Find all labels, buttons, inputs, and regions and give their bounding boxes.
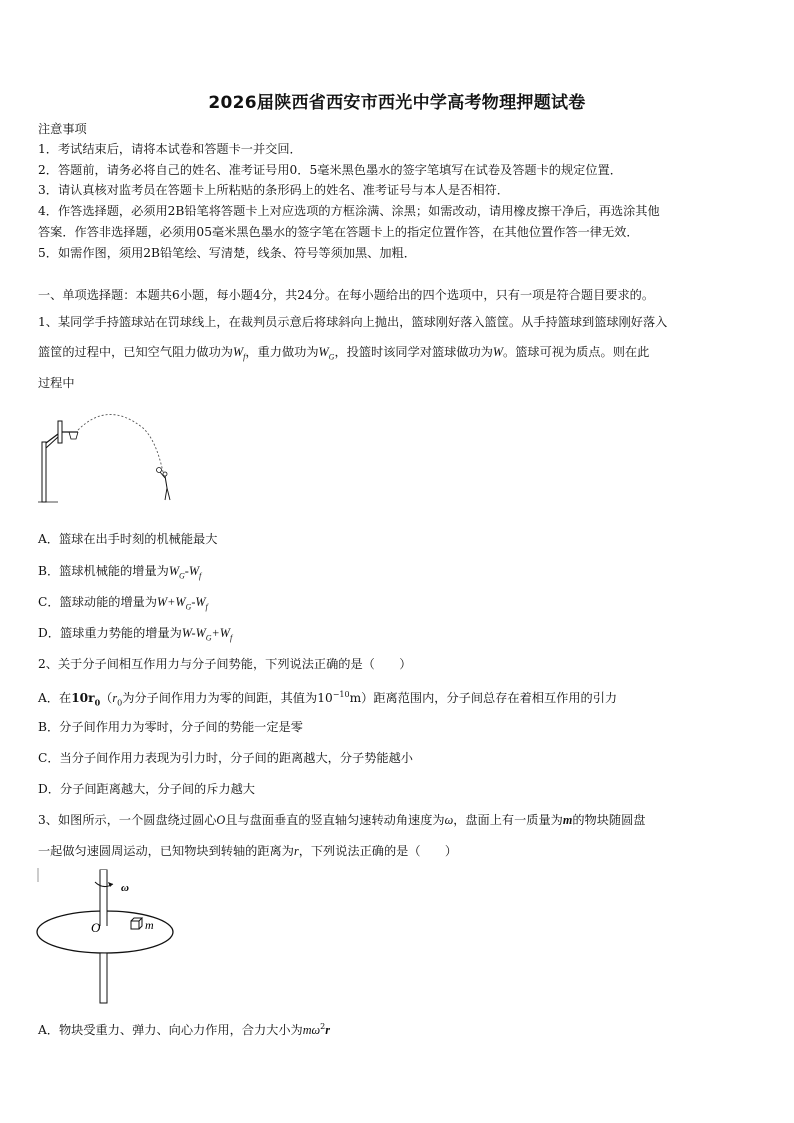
q2-option-b: B．分子间作用力为零时，分子间的势能一定是零	[38, 720, 303, 734]
notice-item: 2．答题前，请务必将自己的姓名、准考证号用0．5毫米黑色墨水的签字笔填写在试卷及答题卡的规定位置．	[38, 163, 622, 177]
subscript-G: G	[185, 602, 192, 612]
symbol-r: r	[293, 844, 299, 858]
q1-stem-line1: 1、某同学手持篮球站在罚球线上，在裁判员示意后将球斜向上抛出，篮球刚好落入篮筐。从手持篮球到篮球刚好落入	[38, 315, 668, 329]
q3-stem-line2	[38, 843, 760, 859]
notice-item: 答案．作答非选择题，必须用05毫米黑色墨水的签字笔在答题卡上的指定位置作答，在其他位置作答一律无效．	[38, 225, 639, 239]
q1-option-b: B．篮球机械能的增量为$W_G-W_f$	[38, 564, 202, 581]
basketball-hoop-figure	[38, 408, 188, 508]
q1-stem-line3: 过程中	[38, 376, 75, 390]
q2-option-c: C．当分子间作用力表现为引力时，分子间的距离越大，分子势能越小	[38, 751, 413, 765]
q1-option-a: A．篮球在出手时刻的机械能最大	[38, 532, 218, 546]
expr: 10	[317, 691, 333, 706]
expr: 10r	[71, 691, 95, 706]
rotating-disk-figure	[35, 868, 185, 1008]
section-heading: 一、单项选择题：本题共6小题，每小题4分，共24分。在每小题给出的四个选项中，只有一项是符合题目要求的。	[38, 288, 655, 302]
q3-text: 一起做匀速圆周运动，已知物块到转轴的距离为	[38, 844, 294, 858]
center-O-label: O	[91, 920, 101, 935]
q2-option-text: m）距离范围内，分子间总存在着相互作用的引力	[349, 691, 618, 706]
symbol-r: r	[325, 1023, 331, 1038]
q3-option-a	[38, 1019, 760, 1038]
q2-option-text: A．在	[38, 691, 72, 706]
exponent: −10	[332, 690, 350, 699]
q2-option-a: A．在$10r_0(r_0$为分子间作用力为零的间距，其值为$10^{-10}m$）距离范围内，分子间总存在着相互作用的引力	[38, 690, 618, 708]
q3-text: 且与盘面垂直的竖直轴匀速转动角速度为	[225, 813, 445, 827]
mass-m-label: m	[145, 918, 154, 932]
notice-item: 3．请认真核对监考员在答题卡上所粘贴的条形码上的姓名、准考证号与本人是否相符．	[38, 183, 509, 197]
symbol-m: m	[562, 813, 573, 827]
expr: W	[168, 564, 179, 578]
subscript-f: f	[243, 352, 246, 362]
q3-text: 3、如图所示，一个圆盘绕过圆心	[38, 813, 217, 827]
q1-text: ，重力做功为	[245, 345, 319, 359]
q1-stem-line2	[38, 344, 760, 365]
expr: mω	[302, 1023, 321, 1038]
notice-item: 4．作答选择题，必须用2B铅笔将答题卡上对应选项的方框涂满、涂黑；如需改动，请用橡皮擦干净后，再选涂其他	[38, 204, 660, 218]
subscript-f: f	[229, 633, 233, 643]
exponent: 2	[320, 1022, 326, 1031]
q3-text: 的物块随圆盘	[572, 813, 646, 827]
subscript-f: f	[205, 602, 208, 612]
symbol-W: W	[188, 564, 199, 578]
q2-option-text: 为分子间作用力为零的间距，其值为	[122, 691, 318, 706]
symbol-W: W	[195, 595, 206, 609]
expr: W+W	[157, 595, 186, 609]
symbol-W: W	[233, 345, 244, 359]
subscript-G: G	[179, 571, 185, 581]
q2-stem: 2、关于分子间相互作用力与分子间势能，下列说法正确的是（ ）	[38, 657, 412, 671]
q2-option-text: （	[100, 691, 113, 706]
notice-item: 1．考试结束后，请将本试卷和答题卡一并交回．	[38, 142, 302, 156]
q1-text: 。篮球可视为质点。则在此	[503, 345, 650, 359]
q2-option-d: D．分子间距离越大，分子间的斥力越大	[38, 782, 255, 796]
symbol-W: W	[219, 626, 230, 640]
q3-stem-line1	[38, 812, 760, 828]
symbol-O: O	[216, 813, 226, 827]
expr: W-W	[181, 626, 206, 640]
q3-option-text: A．物块受重力、弹力、向心力作用，合力大小为	[38, 1023, 303, 1038]
subscript-G: G	[328, 352, 335, 362]
q1-text: ，投篮时该同学对篮球做功为	[334, 345, 493, 359]
page-title: 2026届陕西省西安市西光中学高考物理押题试卷	[208, 93, 586, 113]
subscript-G: G	[205, 633, 212, 643]
q3-text: ，盘面上有一质量为	[453, 813, 563, 827]
q1-option-c: C．篮球动能的增量为$W+W_G-W_f$	[38, 595, 208, 612]
symbol-W: W	[318, 345, 329, 359]
notice-heading: 注意事项	[38, 122, 87, 136]
symbol-W: W	[492, 345, 504, 359]
q1-option-text: B．篮球机械能的增量为	[38, 564, 169, 578]
q1-option-text: C．篮球动能的增量为	[38, 595, 158, 609]
omega-label: ω	[121, 882, 129, 894]
q3-text: ，下列说法正确的是（ ）	[298, 844, 458, 858]
notice-item: 5．如需作图，须用2B铅笔绘、写清楚，线条、符号等须加黑、加粗．	[38, 246, 416, 260]
symbol-omega: ω	[444, 813, 454, 827]
q1-option-text: D．篮球重力势能的增量为	[38, 626, 182, 640]
subscript-f: f	[199, 571, 202, 581]
q1-text: 篮筐的过程中，已知空气阻力做功为	[38, 345, 233, 359]
q1-option-d: D．篮球重力势能的增量为$W-W_G+W_f$	[38, 626, 233, 643]
